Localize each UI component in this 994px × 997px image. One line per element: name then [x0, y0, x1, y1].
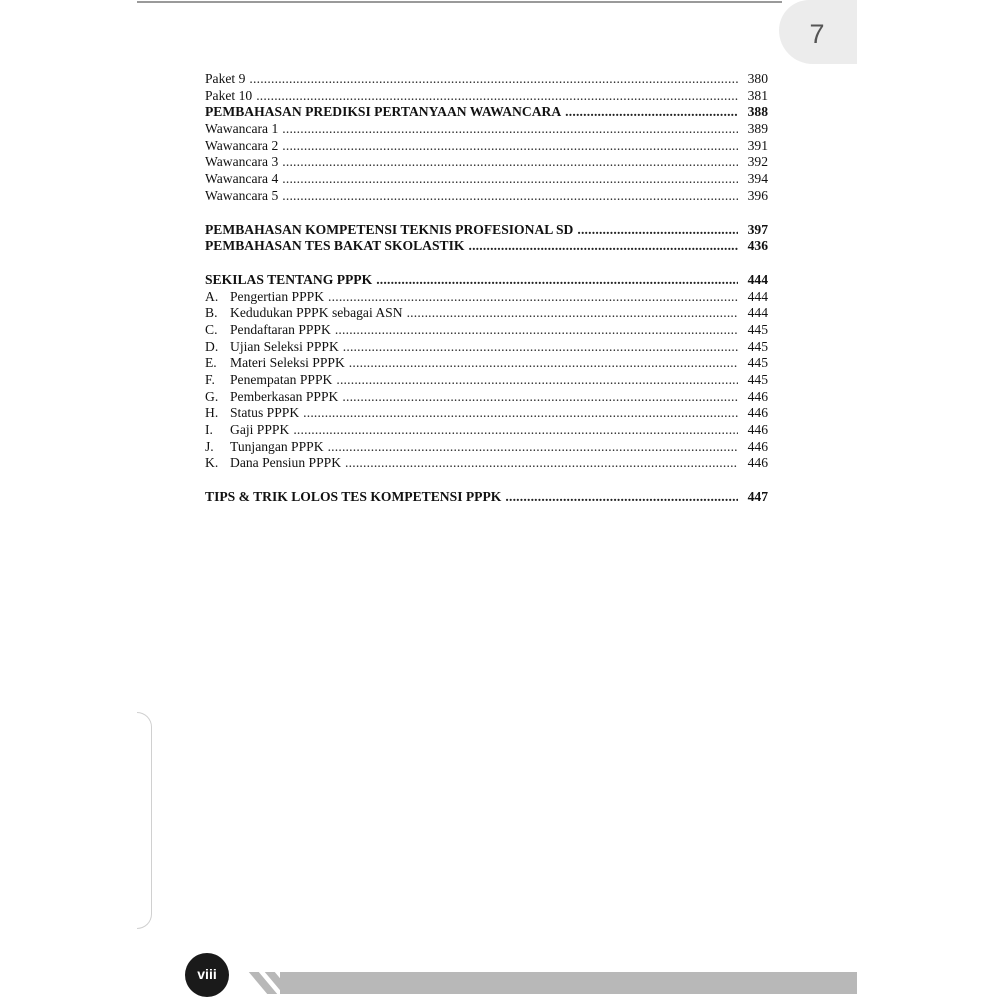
toc-leader-dots	[328, 439, 738, 456]
toc-entry-label: Wawancara 4	[205, 171, 279, 187]
toc-group-2	[205, 222, 768, 255]
toc-entry-label: Gaji PPPK	[230, 422, 290, 438]
table-of-contents	[205, 71, 768, 506]
chapter-tab	[779, 0, 857, 64]
footer-bar	[280, 972, 857, 994]
toc-entry-label: Tunjangan PPPK	[230, 438, 324, 454]
toc-entry-title	[205, 355, 345, 372]
toc-entry-label: Dana Pensiun PPPK	[230, 455, 342, 471]
toc-gap	[205, 205, 768, 222]
toc-entry-label: Wawancara 5	[205, 187, 279, 203]
page-number-badge	[185, 953, 229, 997]
toc-entry-title	[205, 289, 324, 306]
chapter-number: 7	[809, 18, 825, 49]
toc-entry-label: Status PPPK	[230, 405, 300, 421]
toc-entry-label: Pendaftaran PPPK	[230, 321, 331, 337]
toc-entry-label: Penempatan PPPK	[230, 372, 333, 387]
toc-leader-dots	[282, 154, 738, 171]
toc-entry-label: TIPS & TRIK LOLOS TES KOMPETENSI PPPK	[205, 489, 502, 505]
toc-entry-label: SEKILAS TENTANG PPPK	[205, 271, 373, 287]
toc-entry	[205, 372, 768, 389]
toc-leader-dots	[577, 222, 738, 239]
toc-entry-title	[205, 188, 278, 205]
toc-leader-dots	[336, 372, 738, 389]
toc-entry-page: 436	[747, 238, 768, 254]
toc-entry-title	[205, 305, 403, 322]
toc-entry-label: Materi Seleksi PPPK	[230, 355, 345, 371]
page-number: viii	[197, 966, 217, 982]
toc-entry-letter: I.	[205, 422, 213, 438]
toc-entry-page: 391	[747, 137, 768, 153]
toc-entry-label: Pengertian PPPK	[230, 288, 325, 304]
toc-entry-label: Pemberkasan PPPK	[230, 388, 339, 404]
toc-entry	[205, 289, 768, 306]
toc-entry	[205, 121, 768, 138]
toc-entry-label: Paket 10	[205, 87, 253, 103]
toc-entry-label: PEMBAHASAN KOMPETENSI TEKNIS PROFESIONAL SD	[205, 221, 574, 237]
toc-entry-page: 444	[747, 305, 768, 321]
toc-entry-label: Ujian Seleksi PPPK	[230, 338, 339, 354]
toc-leader-dots	[328, 289, 738, 306]
toc-group-1	[205, 71, 768, 205]
toc-leader-dots	[282, 171, 738, 188]
toc-entry-letter: A.	[205, 288, 219, 304]
toc-entry-page: 446	[747, 422, 768, 438]
toc-entry-letter: C.	[205, 321, 218, 337]
toc-entry	[205, 405, 768, 422]
toc-entry-page: 444	[747, 288, 768, 304]
toc-group-3	[205, 272, 768, 472]
toc-entry	[205, 71, 768, 88]
toc-leader-dots	[565, 104, 738, 121]
toc-entry-title	[205, 71, 245, 88]
toc-entry-page: 396	[747, 187, 768, 203]
toc-entry-page: 380	[747, 71, 768, 86]
toc-entry-page: 447	[747, 489, 768, 505]
toc-entry-letter: J.	[205, 438, 214, 454]
toc-leader-dots	[376, 272, 738, 289]
toc-entry-page: 394	[747, 171, 768, 187]
toc-entry	[205, 104, 768, 121]
toc-entry-label: PEMBAHASAN PREDIKSI PERTANYAAN WAWANCARA	[205, 104, 562, 120]
toc-entry-page: 446	[747, 388, 768, 404]
toc-entry-title	[205, 121, 278, 138]
toc-leader-dots	[282, 138, 738, 155]
toc-entry-letter: H.	[205, 405, 219, 421]
toc-entry	[205, 489, 768, 506]
toc-leader-dots	[249, 71, 738, 88]
toc-entry	[205, 171, 768, 188]
toc-entry-page: 392	[747, 154, 768, 170]
toc-leader-dots	[468, 238, 738, 255]
toc-entry-label: Wawancara 3	[205, 154, 279, 170]
toc-entry-title	[205, 238, 464, 255]
toc-leader-dots	[335, 322, 738, 339]
toc-entry	[205, 355, 768, 372]
toc-entry	[205, 238, 768, 255]
toc-gap	[205, 472, 768, 489]
toc-entry-title	[205, 372, 332, 389]
toc-entry-page: 445	[747, 372, 768, 387]
toc-entry	[205, 339, 768, 356]
top-rule	[137, 1, 782, 3]
toc-leader-dots	[303, 405, 738, 422]
toc-entry-letter: K.	[205, 455, 219, 471]
toc-leader-dots	[505, 489, 738, 506]
toc-entry-title	[205, 104, 561, 121]
toc-entry-title	[205, 389, 338, 406]
side-thumb-tab	[137, 712, 152, 929]
toc-entry-title	[205, 322, 331, 339]
toc-entry-page: 446	[747, 455, 768, 471]
toc-entry-label: PEMBAHASAN TES BAKAT SKOLASTIK	[205, 238, 465, 254]
toc-entry	[205, 439, 768, 456]
toc-entry-title	[205, 88, 252, 105]
toc-entry-title	[205, 222, 573, 239]
toc-leader-dots	[407, 305, 738, 322]
toc-entry-label: Kedudukan PPPK sebagai ASN	[230, 305, 403, 321]
toc-entry	[205, 154, 768, 171]
toc-leader-dots	[345, 455, 738, 472]
toc-entry	[205, 305, 768, 322]
toc-entry-title	[205, 439, 324, 456]
toc-leader-dots	[282, 188, 738, 205]
toc-entry-title	[205, 339, 339, 356]
toc-leader-dots	[349, 355, 738, 372]
toc-entry-letter: F.	[205, 372, 215, 387]
toc-entry-label: Wawancara 1	[205, 121, 279, 137]
toc-entry-title	[205, 154, 278, 171]
toc-entry	[205, 322, 768, 339]
toc-entry	[205, 272, 768, 289]
toc-entry-letter: D.	[205, 338, 219, 354]
toc-entry-page: 381	[747, 87, 768, 103]
toc-leader-dots	[343, 339, 738, 356]
toc-entry-page: 445	[747, 355, 768, 371]
toc-entry-page: 444	[747, 271, 768, 287]
toc-leader-dots	[282, 121, 738, 138]
toc-entry-label: Wawancara 2	[205, 137, 279, 153]
toc-entry-letter: E.	[205, 355, 217, 371]
toc-leader-dots	[342, 389, 738, 406]
toc-entry-page: 397	[747, 221, 768, 237]
toc-entry	[205, 188, 768, 205]
toc-entry-page: 445	[747, 338, 768, 354]
toc-leader-dots	[256, 88, 738, 105]
toc-entry-page: 445	[747, 321, 768, 337]
toc-entry-title	[205, 422, 289, 439]
toc-entry-title	[205, 405, 299, 422]
toc-leader-dots	[293, 422, 738, 439]
toc-entry	[205, 222, 768, 239]
toc-entry-title	[205, 171, 278, 188]
toc-entry-page: 446	[747, 405, 768, 421]
toc-entry	[205, 422, 768, 439]
toc-entry-letter: B.	[205, 305, 218, 321]
toc-entry-page: 389	[747, 121, 768, 137]
toc-group-4	[205, 489, 768, 506]
toc-entry	[205, 455, 768, 472]
toc-entry-title	[205, 138, 278, 155]
toc-entry	[205, 88, 768, 105]
toc-entry-title	[205, 489, 501, 506]
toc-entry-page: 446	[747, 438, 768, 454]
toc-entry	[205, 138, 768, 155]
toc-entry-title	[205, 455, 341, 472]
toc-entry-label: Paket 9	[205, 71, 246, 86]
toc-gap	[205, 255, 768, 272]
toc-entry	[205, 389, 768, 406]
toc-entry-page: 388	[747, 104, 768, 120]
toc-entry-title	[205, 272, 372, 289]
toc-entry-letter: G.	[205, 388, 219, 404]
